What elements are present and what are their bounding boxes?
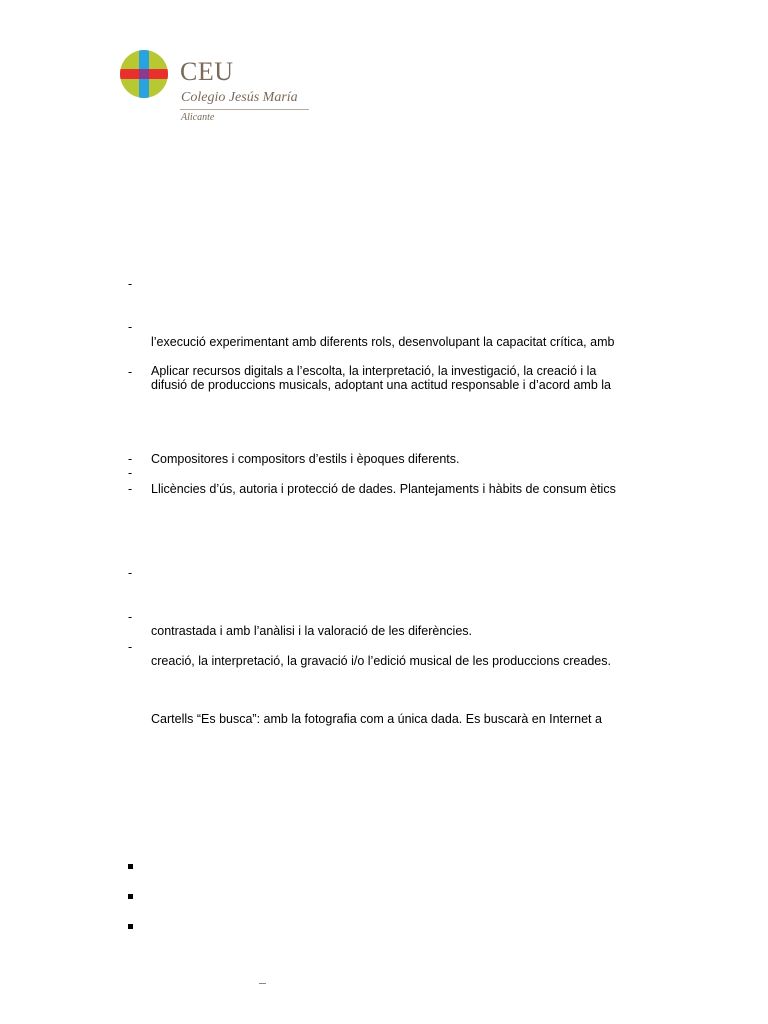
list-item-text: creació, la interpretació, la gravació i/o l’edició musical de les produccions creades. bbox=[151, 654, 611, 668]
list-item-text: l’execució experimentant amb diferents rols, desenvolupant la capacitat crítica, amb bbox=[151, 335, 615, 349]
list-item-text: Compositores i compositors d’estils i èpoques diferents. bbox=[151, 452, 460, 466]
list-dash: - bbox=[128, 482, 133, 496]
list-item-text: Llicències d’ús, autoria i protecció de dades. Plantejaments i hàbits de consum ètics bbox=[151, 482, 616, 496]
square-bullet-icon bbox=[128, 924, 133, 929]
logo-divider bbox=[180, 109, 309, 110]
list-dash: - bbox=[128, 452, 133, 466]
list-item-text: difusió de produccions musicals, adoptant una actitud responsable i d’acord amb la bbox=[151, 378, 611, 392]
square-bullet-icon bbox=[128, 894, 133, 899]
list-dash: - bbox=[128, 640, 133, 654]
logo-title: CEU bbox=[180, 57, 234, 86]
school-logo-icon bbox=[120, 50, 168, 98]
list-item-text: contrastada i amb l’anàlisi i la valoració de les diferències. bbox=[151, 624, 472, 638]
footer-mark bbox=[259, 983, 266, 984]
list-dash: - bbox=[128, 277, 133, 291]
list-dash: - bbox=[128, 466, 133, 480]
list-dash: - bbox=[128, 610, 133, 624]
logo-city: Alicante bbox=[181, 112, 215, 123]
square-bullet-icon bbox=[128, 864, 133, 869]
list-dash: - bbox=[128, 320, 133, 334]
activity-text: Cartells “Es busca”: amb la fotografia com a única dada. Es buscarà en Internet a bbox=[151, 712, 602, 726]
list-item-text: Aplicar recursos digitals a l’escolta, la interpretació, la investigació, la creació i la bbox=[151, 364, 597, 378]
list-dash: - bbox=[128, 566, 133, 580]
logo-subtitle: Colegio Jesús María bbox=[181, 90, 298, 105]
list-dash: - bbox=[128, 365, 133, 379]
